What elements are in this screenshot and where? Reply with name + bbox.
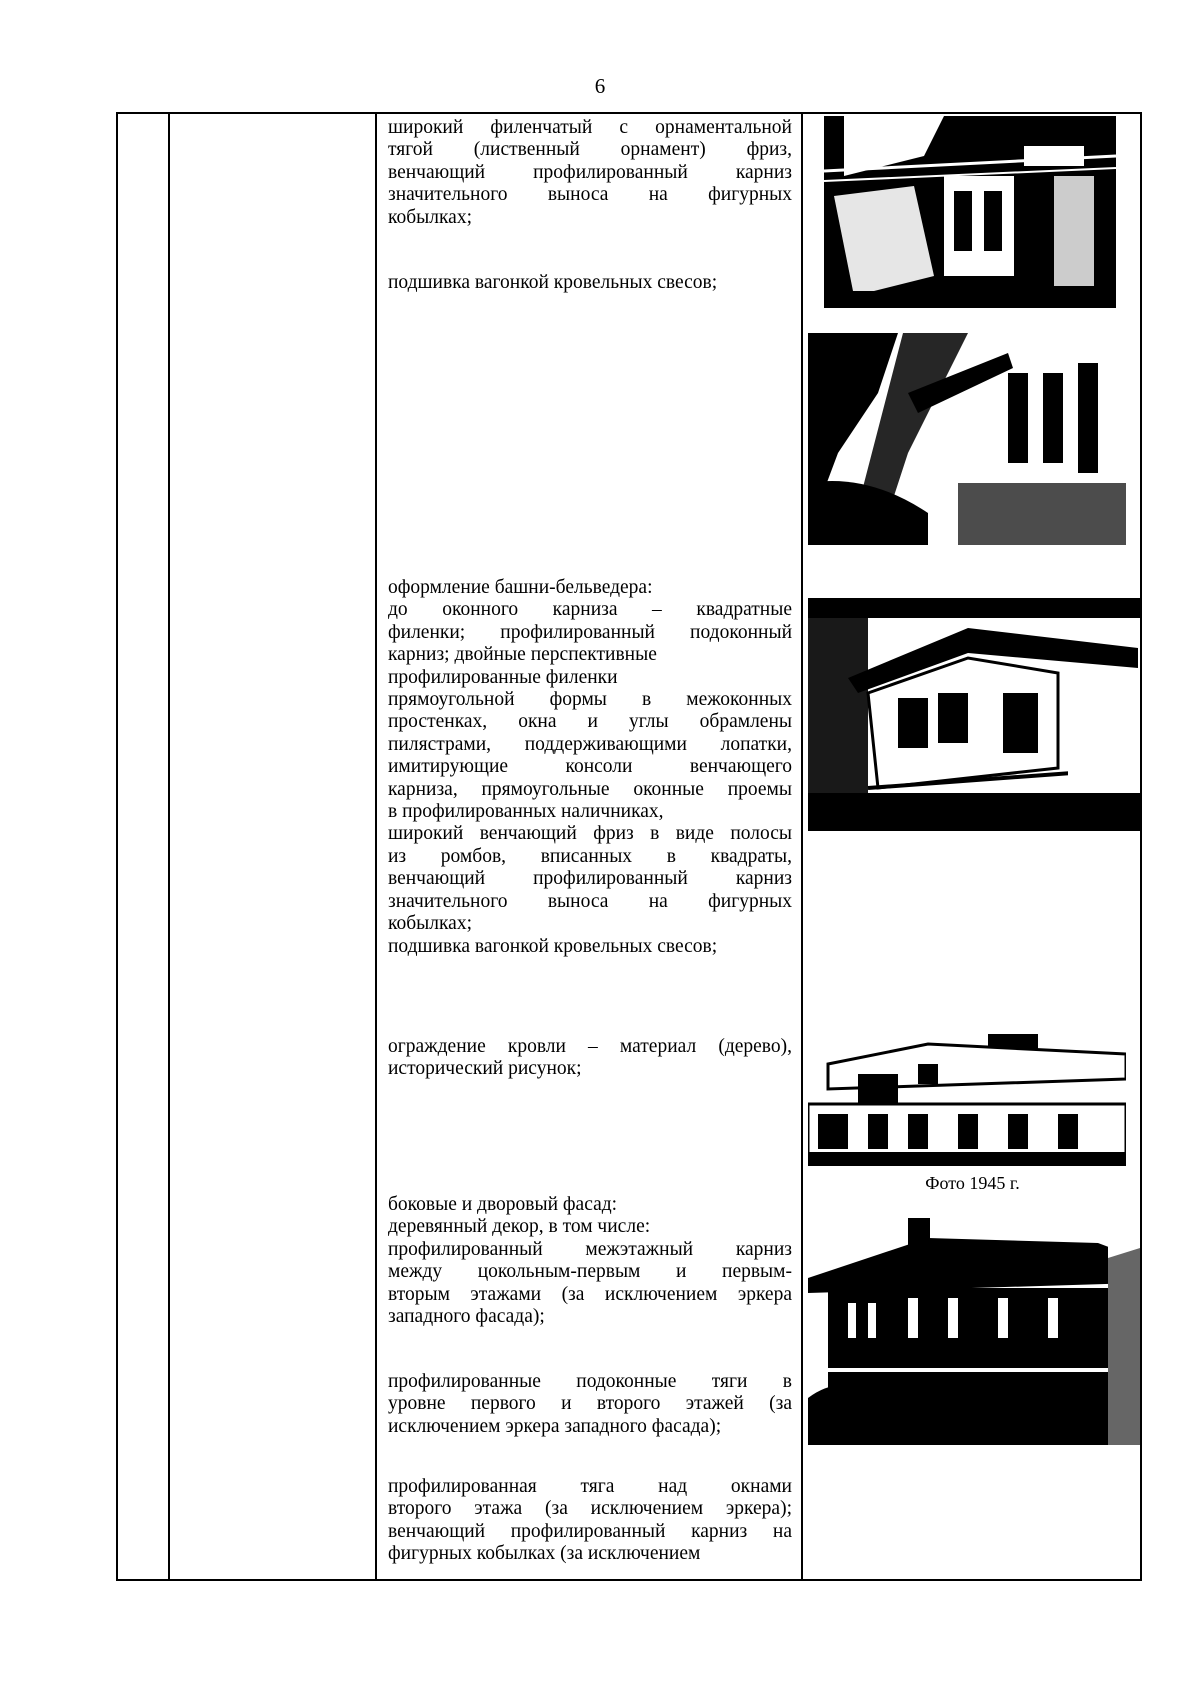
column-divider-3 — [801, 112, 803, 1581]
text-line: значительного выноса на фигурных — [388, 890, 792, 912]
text-line: кобылках; — [388, 913, 472, 935]
text-line: между цокольным-первым и первым- — [388, 1261, 792, 1283]
text-line: из ромбов, вписанных в квадраты, — [388, 845, 792, 867]
page-number: 6 — [594, 74, 606, 98]
text-line: филенки; профилированный подоконный — [388, 621, 792, 643]
text-line: оформление башни-бельведера: — [388, 577, 653, 598]
photo-1945-facade — [808, 1034, 1126, 1166]
text-side-facades — [388, 1194, 792, 1328]
text-line: пилястрами, поддерживающими лопатки, — [388, 733, 792, 755]
column-divider-1 — [168, 112, 170, 1581]
text-line: второго этажа (за исключением эркера); — [388, 1498, 792, 1520]
text-frieze — [388, 117, 792, 229]
text-line: имитирующие консоли венчающего — [388, 756, 792, 778]
text-upper-cornice — [388, 1476, 792, 1566]
text-line: фигурных кобылках (за исключением — [388, 1543, 701, 1565]
photo-eaves — [808, 333, 1126, 545]
text-line: ограждение кровли – материал (дерево), — [388, 1036, 792, 1057]
photo-cornice — [824, 116, 1116, 308]
photo-caption: Фото 1945 г. — [925, 1173, 1020, 1193]
text-line: вторым этажами (за исключением эркера — [388, 1283, 792, 1305]
text-line: боковые и дворовый фасад: — [388, 1194, 618, 1215]
text-line: широкий венчающий фриз в виде полосы — [388, 823, 792, 845]
text-line: западного фасада); — [388, 1306, 545, 1328]
photo-belvedere — [808, 598, 1140, 831]
text-line: подшивка вагонкой кровельных свесов; — [388, 272, 718, 293]
text-line: карниза, прямоугольные оконные проемы — [388, 778, 792, 800]
photo-side-facade — [808, 1198, 1140, 1445]
text-line: исключением эркера западного фасада); — [388, 1415, 722, 1437]
text-line: карниз; двойные перспективные — [388, 644, 657, 666]
text-line: прямоугольной формы в межоконных — [388, 689, 792, 711]
text-tower — [388, 577, 792, 958]
text-line: профилированная тяга над окнами — [388, 1476, 792, 1497]
text-line: венчающий профилированный карниз на — [388, 1520, 792, 1542]
text-sill-strings — [388, 1371, 792, 1438]
text-line: профилированный межэтажный карниз — [388, 1238, 792, 1260]
text-line: в профилированных наличниках, — [388, 801, 664, 823]
column-divider-2 — [375, 112, 377, 1581]
text-line: уровне первого и второго этажей (за — [388, 1393, 792, 1415]
text-line: значительного выноса на фигурных — [388, 184, 792, 206]
text-line: кобылках; — [388, 206, 472, 228]
text-line: подшивка вагонкой кровельных свесов; — [388, 935, 718, 957]
text-line: профилированные филенки — [388, 666, 618, 688]
text-line: простенках, окна и углы обрамлены — [388, 711, 792, 733]
text-line: венчающий профилированный карниз — [388, 161, 792, 183]
text-line: широкий филенчатый с орнаментальной — [388, 117, 792, 138]
text-line: профилированные подоконные тяги в — [388, 1371, 792, 1392]
text-line: до оконного карниза – квадратные — [388, 599, 792, 621]
text-roof-fence — [388, 1036, 792, 1081]
text-soffit — [388, 272, 792, 294]
text-line: исторический рисунок; — [388, 1058, 582, 1080]
text-line: тягой (лиственный орнамент) фриз, — [388, 139, 792, 161]
text-line: венчающий профилированный карниз — [388, 868, 792, 890]
text-line: деревянный декор, в том числе: — [388, 1216, 651, 1238]
